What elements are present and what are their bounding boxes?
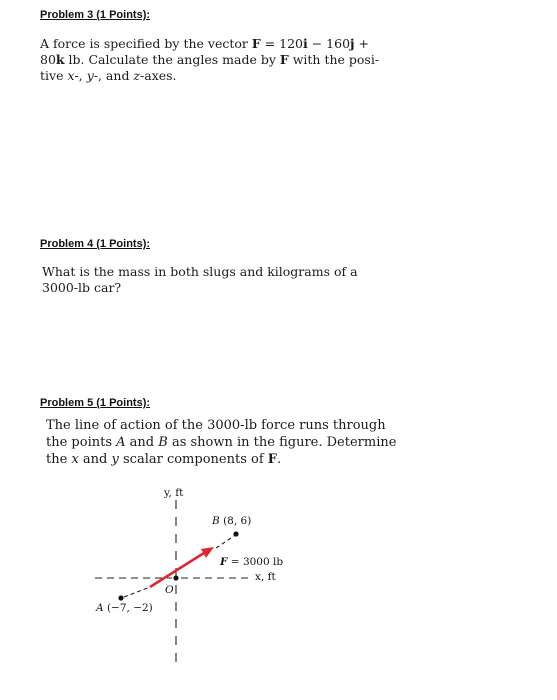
problem-4-line-2: 3000-lb car? xyxy=(42,280,122,295)
problem-3-line-1: A force is specified by the vector F = 120i − 160j + xyxy=(40,36,370,51)
point-b-label: B (8, 6) xyxy=(212,515,252,527)
problem-5-line-2: the points A and B as shown in the figure. Determine xyxy=(46,435,397,450)
point-a xyxy=(118,595,123,600)
problem-4-heading: Problem 4 (1 Points): xyxy=(40,238,151,250)
line-of-action-a-side xyxy=(124,587,150,597)
force-label: F = 3000 lb xyxy=(220,556,284,568)
problem-5-heading: Problem 5 (1 Points): xyxy=(40,397,151,409)
point-b xyxy=(233,531,238,536)
problem-3-heading: Problem 3 (1 Points): xyxy=(40,9,151,21)
problem-5-line-1: The line of action of the 3000-lb force runs through xyxy=(46,418,386,433)
force-vector xyxy=(150,553,204,587)
problem-4-line-1: What is the mass in both slugs and kilograms of a xyxy=(42,264,358,279)
origin-label: O xyxy=(165,584,174,596)
force-arrowhead xyxy=(201,547,214,558)
point-a-label: A (−7, −2) xyxy=(96,602,153,614)
origin-point xyxy=(173,575,178,580)
line-of-action-b-side xyxy=(216,536,234,548)
x-axis-label: x, ft xyxy=(255,571,276,583)
problem-3-line-3: tive x-, y-, and z-axes. xyxy=(40,68,177,83)
problem-5-line-3: the x and y scalar components of F. xyxy=(46,452,282,467)
problem-3-line-2: 80k lb. Calculate the angles made by F with the posi- xyxy=(40,52,380,67)
y-axis-label: y, ft xyxy=(164,487,184,499)
